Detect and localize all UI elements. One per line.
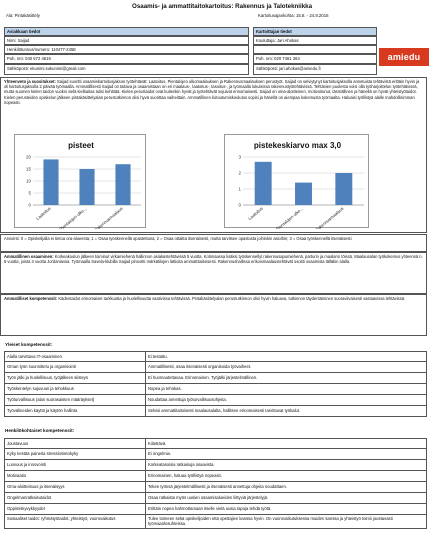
client-name: Nimi: Saijad	[4, 36, 249, 45]
table-row	[4, 449, 427, 460]
table-cell-value: Noudattaa annettuja työturvallisuusohjeita.	[148, 397, 227, 402]
chart-title: pistekeskiarvo max 3,0	[253, 141, 342, 150]
chart-title: pisteet	[68, 141, 94, 150]
document-page	[4, 3, 431, 16]
bar	[255, 162, 272, 205]
trainer-heading: Kartoittajan tiedot	[253, 27, 377, 36]
general-title: Yleiset kompetenssit:	[5, 342, 53, 347]
summary-label: Yhteenveto ja suositukset:	[4, 79, 56, 84]
bar	[295, 183, 312, 205]
x-tick-label: Pientalojen ulko...	[58, 205, 88, 229]
table-cell-label: Oma-aloitteisuus ja itsenäisyys	[5, 482, 146, 492]
y-tick-label: 5	[28, 190, 31, 196]
table-cell-value: Ei huomautettavaa. Erinomainen. Työjälki järjestelmällinen.	[148, 375, 258, 380]
table-row	[4, 395, 427, 406]
trainer-email: Sähköposti: jari.ahokas@amiedu.fi	[253, 64, 377, 75]
background-label: Ammatillinen osaaminen:	[4, 254, 54, 259]
table-cell-label: Työvälineiden käyttö ja käytön hallinta	[5, 406, 146, 416]
table-row	[4, 471, 427, 482]
trainer-empty	[253, 45, 377, 54]
bar	[79, 169, 94, 205]
field-label: Ala: Pintakäsittely	[6, 13, 40, 18]
y-tick-label: 1	[238, 186, 241, 192]
table-row	[4, 438, 427, 449]
client-phone: Puh. nro: 040 572 4619	[4, 54, 249, 64]
table-cell-label: Oman työn suunnittelu ja organisointi	[5, 362, 146, 372]
bar	[43, 159, 58, 205]
x-tick-label: Rakennusmaalaus	[93, 205, 124, 229]
table-cell-value: Erinomainen, haluaa työllistyä nopeasti.	[148, 473, 222, 478]
table-cell-label: Työskentelyn sujuvuus ja tehokkuus	[5, 384, 146, 394]
table-row	[4, 362, 427, 373]
trainer-phone: Puh. nro: 020 7461 364	[253, 54, 377, 64]
table-cell-value: Ei ongelmia.	[148, 451, 172, 456]
table-cell-value: Erittäin nopea hahmottamaan itselle vielä uusia tapoja tehdä työtä.	[148, 506, 272, 511]
summary-body: Saijad suoritti osaamiskartoitusjakson työtehtävät: Laatoitus, Pientalojen ulkomaalauksen ja Rakennusmaalauksen perustyöt. Saijad on selviytynyt kartoitusjaksolla annetuista tehtävistä erittäin hyvin ja oli kartoitusjaksolla 2 päivää työmaalla. Ammatillisesti Saijad on taitava ja osaamistaan on eri maalaus-, laatoitus-, tasoitus-, ja työmaalla lukuisissa rakennustyötehtävissä. Tehtävien puolesta voisi olla työharjoittelun työtehtävissä, mutta suomen kielen taidon vuoksi vielä kielitaitoa tulisi kehittää. Kielen perustaidot ovat kuitenkin hyvät ja työtehtävät sujuivat erinomaisesti. Saijad on oma-aloitteinen, motivoitunut, täsmällinen ja hänellä on hyvät yhteistyötaidot. Kielen perusteiden opiskelun jälkeen pintakäsittelyalan perustutkinnon olisi hyvä suorittaa vaiheittain. Ammatillinen kotoutumiskoulutus sopisi ja hänellä on aiempaa kokemusta työmaalta. Haluaisi työllistyä alalle mahdollisimman nopeasti.	[4, 79, 420, 105]
general-table	[4, 351, 427, 417]
summary-text	[4, 79, 423, 121]
bar	[335, 173, 352, 205]
table-row	[4, 515, 427, 529]
bar	[115, 164, 130, 205]
scale-note: Arviointi: 0 = Opiskelijalla ei tietoa ora-alueesta; 1 = Osaa työskennellä opastettuna; 2 = Osaa ottaitta itsenäisesti, mutta tarvitsee opastusta joihinkin asioihin; 3 = Osaa työskennellä itsenäisesti	[0, 234, 427, 252]
y-tick-label: 0	[238, 202, 241, 208]
table-row	[4, 460, 427, 471]
x-tick-label: Laatoitus	[35, 205, 52, 221]
document-title: Osaamis- ja ammattitaitokartoitus: Rakennus ja Talotekniikka	[132, 3, 313, 10]
table-cell-value: Selvisi ammattitaitoisesti maalausalalta, hallitsee erinomaisesti tarvittavat työkalut.	[148, 408, 301, 413]
background-text: Korkeakoulun jälkeen toiminut virkamiehenä hallinnon asiakastehtävissä 5 vuotta. Kotimaassa lisäksi työskennellyt rakennusapumiehenä, parturin ja maalarin töissä. Maalausalan työkokemus yhteensä n. 8 vuotta, joista 3 vuotta Jordaniassa. Työmaalla Savela-klubilla Saijad pinnoitti märkätilojen lattioita ammattitaitoisesti. Rakennushallissa erikoismaalaustehtävät osoitti osaamista tälläkin alalla.	[4, 254, 423, 265]
table-row	[4, 482, 427, 493]
table-row	[4, 406, 427, 417]
x-tick-label: Pientalojen ulko...	[274, 205, 305, 229]
table-row	[4, 351, 427, 362]
table-cell-label: Sosiaaliset taidot: ryhmätyötaidot, yhteistyö, vuorovaikutus	[5, 515, 146, 528]
x-tick-label: Laatoitus	[247, 205, 264, 221]
y-tick-label: 20	[25, 154, 31, 160]
client-id: Henkilötunnus/numero: 110477-245E	[4, 45, 249, 54]
personal-table	[4, 438, 427, 529]
table-cell-label: Oppimiskyvykkyydet	[5, 504, 146, 514]
y-tick-label: 15	[25, 166, 31, 172]
background-block	[0, 252, 427, 294]
table-cell-label: Joustavuus	[5, 439, 146, 448]
table-cell-label: Kyky kestää paineita stressinsietokyky	[5, 449, 146, 459]
table-row	[4, 493, 427, 504]
table-cell-label: Alalla tarvittava IT-osaaminen	[5, 352, 146, 361]
table-cell-label: Motivaatio	[5, 471, 146, 481]
table-cell-value: Kiitettävä.	[148, 441, 167, 446]
table-row	[4, 384, 427, 395]
y-tick-label: 2	[238, 170, 241, 176]
table-cell-label: Luovuus ja innovointi	[5, 460, 146, 470]
chart-keskiarvo-svg	[225, 135, 370, 229]
table-cell-value: Ei testattu.	[148, 354, 168, 359]
table-cell-value: Ammatillisesti, osaa itsenäisesti organisoida työvaiheet.	[148, 364, 252, 369]
chart-keskiarvo	[224, 134, 369, 228]
table-cell-label: Ongelmanratkaisutaidot	[5, 493, 146, 503]
chart-pisteet-svg	[15, 135, 147, 229]
table-row	[4, 373, 427, 384]
strengths-text: Kädentaidot erinomaiset tarkkuutta ja huolellisuutta vaativissa tehtävissä. Pintakäsittelyalan perustutkinnon olisi hyvin haluava, tutkinnon täydentäminen suoraviivaisesti vastaavissa tehtävissä.	[58, 296, 406, 301]
chart-pisteet	[14, 134, 146, 228]
y-tick-label: 0	[28, 202, 31, 208]
table-row	[4, 504, 427, 515]
table-cell-value: Nopea ja tehokas.	[148, 386, 182, 391]
period-label: Kartoitusajankohta: 15.8. - 24.8.2016	[258, 13, 329, 18]
y-tick-label: 10	[25, 178, 31, 184]
personal-title: Henkilökohtaiset kompetenssit:	[5, 428, 75, 433]
table-cell-value: Tekee työnsä järjestelmällisesti ja itsenäisesti annettuja ohjeita noudattaen.	[148, 484, 287, 489]
table-cell-value: Tulee toimeen sekä opiskelijoiden että opettajien kanssa hyvin. On vuorovaikutuksessa muiden kanssa ja yhteistyö toimii joustavasti työmaaolosuhteissa.	[148, 516, 393, 526]
client-email: Sähköposti: ekunimi.sukunimi@gmail.com	[4, 64, 249, 75]
trainer-name: Kouluttaja: Jari Ahokas	[253, 36, 377, 45]
x-tick-label: Rakennusmaalaus	[313, 205, 345, 229]
y-tick-label: 3	[238, 154, 241, 160]
table-cell-label: Työturvallisuus (alan suorasaisten määräykset)	[5, 395, 146, 405]
amiedu-logo: amiedu	[379, 48, 429, 66]
strengths-block	[0, 294, 427, 336]
table-cell-value: Osaa ratkaista myös uusien osaamisalueiden liittyviä järjestelyjä.	[148, 495, 269, 500]
client-heading: Asiakkaan tiedot	[4, 27, 249, 36]
table-cell-label: Työn jälki ja huolellisuus, työjälkeen siisteys	[5, 373, 146, 383]
table-cell-value: Korkeatasoisia ratkaisuja osaavista.	[148, 462, 215, 467]
strengths-label: Ammatilliset kompetenssit:	[4, 296, 58, 301]
header	[4, 3, 431, 16]
